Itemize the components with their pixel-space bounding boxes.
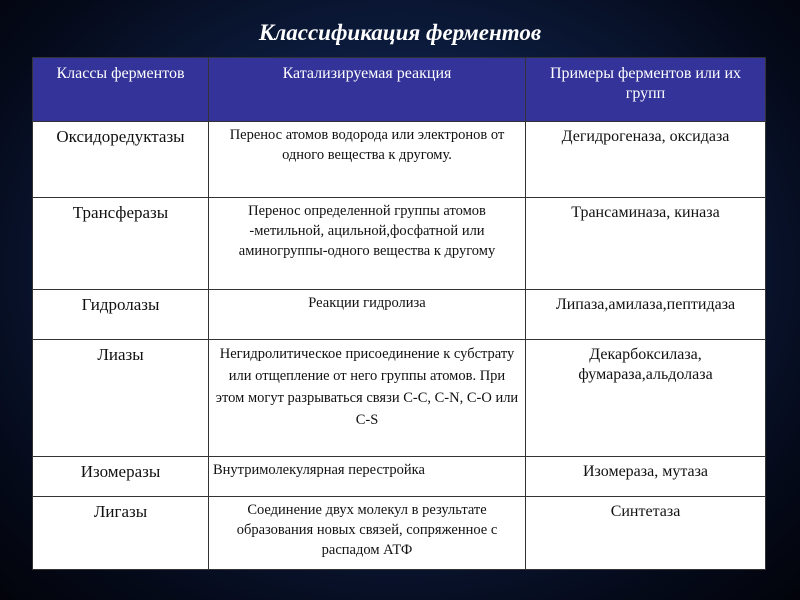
examples-cell: Трансаминаза, киназа <box>526 198 766 290</box>
enzyme-classification-table <box>32 57 766 570</box>
examples-cell: Изомераза, мутаза <box>526 457 766 497</box>
reaction-cell: Соединение двух молекул в результате образования новых связей, сопряженное с распадом АТФ <box>209 497 526 570</box>
class-cell: Лигазы <box>33 497 209 570</box>
reaction-cell: Реакции гидролиза <box>209 290 526 340</box>
class-cell: Гидролазы <box>33 290 209 340</box>
header-examples: Примеры ферментов или их групп <box>526 58 766 122</box>
table-row <box>33 457 766 497</box>
table-header-row <box>33 58 766 122</box>
examples-cell: Липаза,амилаза,пептидаза <box>526 290 766 340</box>
slide-title: Классификация ферментов <box>258 20 542 45</box>
reaction-cell: Внутримолекулярная перестройка <box>209 457 526 497</box>
reaction-cell: Перенос атомов водорода или электронов от одного вещества к другому. <box>209 122 526 198</box>
examples-cell: Дегидрогеназа, оксидаза <box>526 122 766 198</box>
table-row <box>33 497 766 570</box>
table-row <box>33 290 766 340</box>
table-row <box>33 122 766 198</box>
examples-cell: Декарбоксилаза, фумараза,альдолаза <box>526 340 766 457</box>
class-cell: Лиазы <box>33 340 209 457</box>
reaction-cell: Перенос определенной группы атомов -метильной, ацильной,фосфатной или аминогруппы-одного вещества к другому <box>209 198 526 290</box>
class-cell: Оксидоредуктазы <box>33 122 209 198</box>
table-row <box>33 198 766 290</box>
examples-cell: Синтетаза <box>526 497 766 570</box>
table-row <box>33 340 766 457</box>
reaction-cell: Негидролитическое присоединение к субстрату или отщепление от него группы атомов. При этом могут разрываться связи С-С, С-N, С-О или С-S <box>209 340 526 457</box>
class-cell: Трансферазы <box>33 198 209 290</box>
class-cell: Изомеразы <box>33 457 209 497</box>
header-class: Классы ферментов <box>33 58 209 122</box>
header-reaction: Катализируемая реакция <box>209 58 526 122</box>
